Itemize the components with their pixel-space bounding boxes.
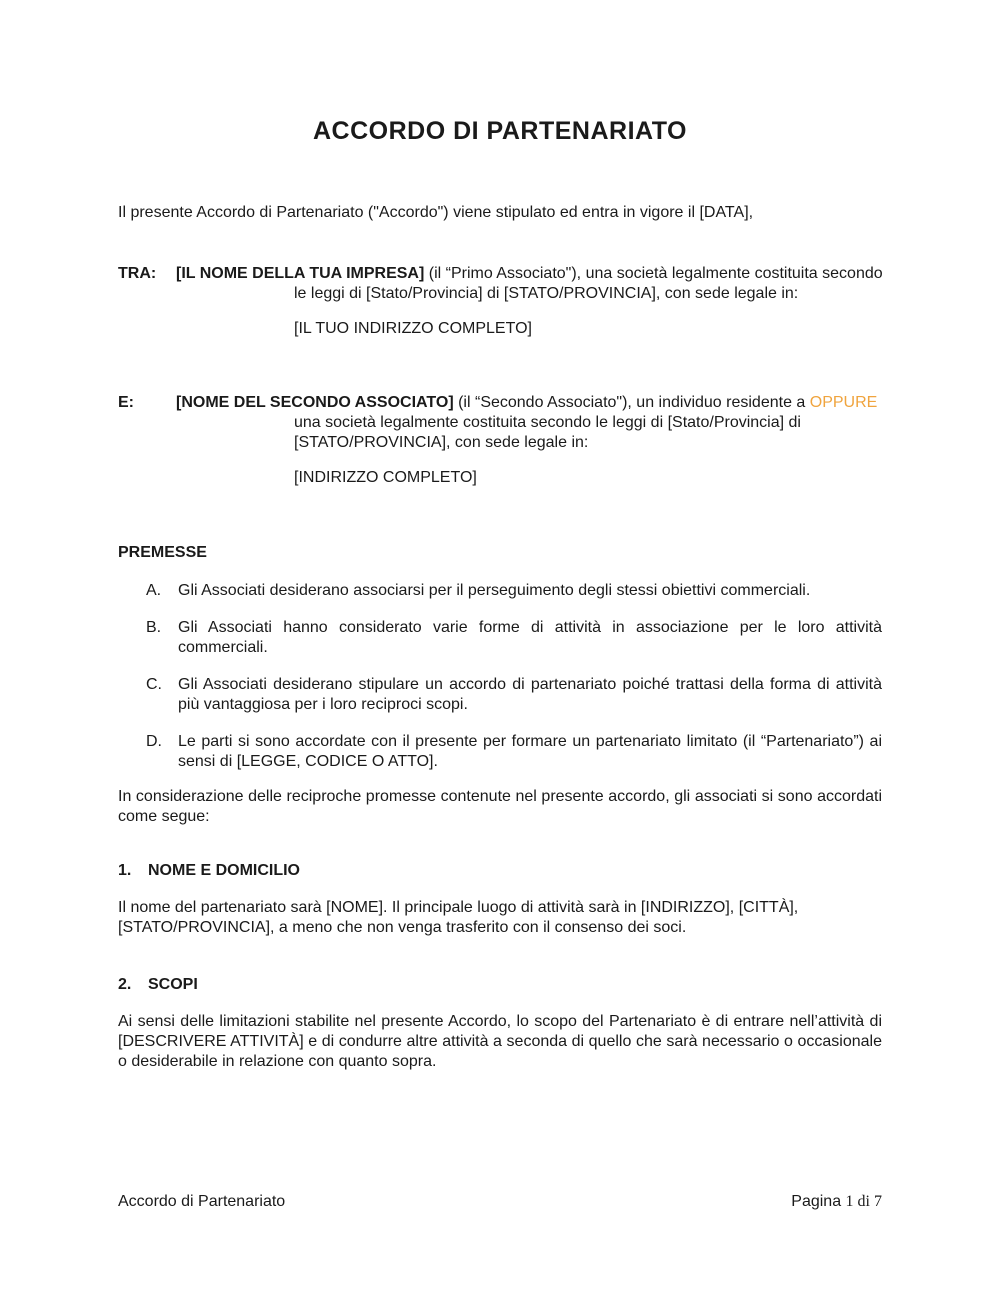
footer-page-number: 1 di 7 bbox=[845, 1193, 882, 1210]
list-text-a: Gli Associati desiderano associarsi per il perseguimento degli stessi obiettivi commerciali. bbox=[178, 582, 811, 599]
party-block-e bbox=[118, 393, 882, 488]
list-marker-c: C. bbox=[146, 676, 162, 693]
list-text-d: Le parti si sono accordate con il presente per formare un partenariato limitato (il “Partenariato”) ai sensi di [LEGGE, CODICE O ATTO]. bbox=[178, 733, 882, 770]
premesse-closing: In considerazione delle reciproche promesse contenute nel presente accordo, gli associati si sono accordati come segue: bbox=[118, 788, 882, 825]
party-address-tra: [IL TUO INDIRIZZO COMPLETO] bbox=[294, 320, 532, 337]
section-heading-2 bbox=[118, 975, 882, 995]
premesse-item-d bbox=[118, 732, 882, 772]
party-text-tra bbox=[176, 264, 892, 304]
section-body-1: Il nome del partenariato sarà [NOME]. Il principale luogo di attività sarà in [INDIRIZZO], [CITTÀ], [STATO/PROVINCIA], a meno che non venga trasferito con il consenso dei soci. bbox=[118, 899, 799, 936]
premesse-item-a bbox=[118, 581, 882, 601]
list-marker-a: A. bbox=[146, 582, 162, 599]
party-rest-tra: (il “Primo Associato"), una società legalmente costituita secondo le leggi di [Stato/Provincia] di [STATO/PROVINCIA], con sede legale in: bbox=[294, 265, 883, 302]
list-text-b: Gli Associati hanno considerato varie forme di attività in associazione per le loro attività commerciali. bbox=[178, 619, 882, 656]
party-label-tra: TRA: bbox=[118, 265, 157, 282]
premesse-item-c bbox=[118, 675, 882, 715]
party-label-e: E: bbox=[118, 394, 134, 411]
list-marker-b: B. bbox=[146, 619, 162, 636]
section-title-2: SCOPI bbox=[148, 976, 198, 993]
section-number-1: 1. bbox=[118, 862, 132, 879]
list-marker-d: D. bbox=[146, 733, 162, 750]
party-name-tra: [IL NOME DELLA TUA IMPRESA] bbox=[176, 265, 425, 282]
footer-document-name: Accordo di Partenariato bbox=[118, 1193, 286, 1210]
section-title-1: NOME E DOMICILIO bbox=[148, 862, 300, 879]
party-name-e: [NOME DEL SECONDO ASSOCIATO] bbox=[176, 394, 454, 411]
party-text-e bbox=[176, 393, 892, 453]
document-title: ACCORDO DI PARTENARIATO bbox=[313, 117, 687, 145]
premesse-heading: PREMESSE bbox=[118, 544, 207, 561]
section-number-2: 2. bbox=[118, 976, 132, 993]
list-text-c: Gli Associati desiderano stipulare un accordo di partenariato poiché trattasi della forma di attività più vantaggiosa per i loro reciproci scopi. bbox=[178, 676, 882, 713]
premesse-item-b bbox=[118, 618, 882, 658]
page-footer bbox=[118, 1192, 882, 1212]
party-rest-after-e: una società legalmente costituita secondo le leggi di [Stato/Provincia] di [STATO/PROVINCIA], con sede legale in: bbox=[294, 414, 801, 451]
section-heading-1 bbox=[118, 861, 882, 881]
footer-page-indicator bbox=[791, 1192, 882, 1212]
party-block-tra bbox=[118, 264, 882, 339]
party-rest-before-e: (il “Secondo Associato"), un individuo residente a bbox=[453, 394, 810, 411]
intro-paragraph: Il presente Accordo di Partenariato ("Accordo") viene stipulato ed entra in vigore il [DATA], bbox=[118, 204, 754, 221]
section-body-2: Ai sensi delle limitazioni stabilite nel presente Accordo, lo scopo del Partenariato è di entrare nell’attività di [DESCRIVERE ATTIVITÀ] e di condurre altre attività a seconda di quello che sarà necessario o occasionale o desiderabile in relazione con quanto sopra. bbox=[118, 1013, 882, 1070]
party-address-e: [INDIRIZZO COMPLETO] bbox=[294, 469, 477, 486]
footer-page-label: Pagina bbox=[791, 1193, 846, 1210]
oppure-highlight: OPPURE bbox=[809, 394, 878, 411]
